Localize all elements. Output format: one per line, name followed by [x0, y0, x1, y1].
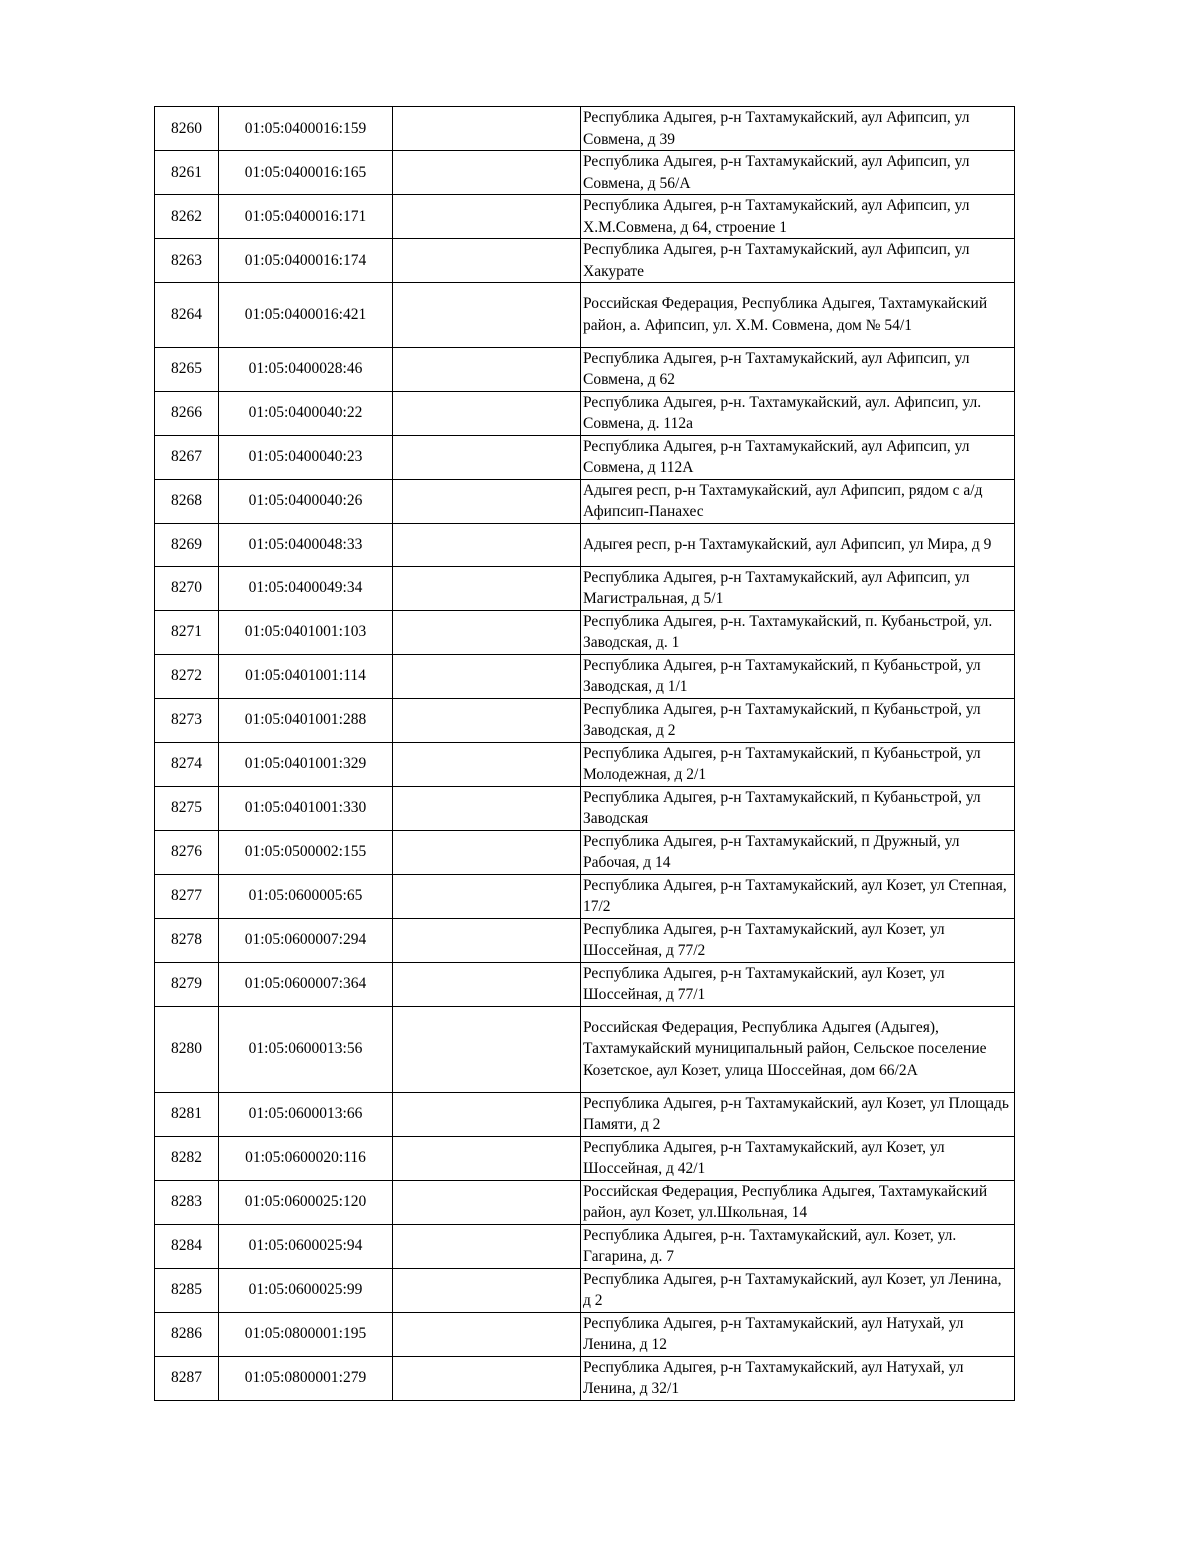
table-row — [155, 283, 1015, 348]
cadastral-number-cell: 01:05:0400016:165 — [219, 151, 393, 195]
empty-cell — [393, 523, 581, 566]
address-cell: Республика Адыгея, р-н Тахтамукайский, п Кубаньстрой, ул Молодежная, д 2/1 — [581, 742, 1015, 786]
empty-cell — [393, 1136, 581, 1180]
address-cell: Республика Адыгея, р-н Тахтамукайский, п Кубаньстрой, ул Заводская, д 1/1 — [581, 654, 1015, 698]
row-number-cell: 8267 — [155, 435, 219, 479]
row-number-cell: 8260 — [155, 107, 219, 151]
address-cell: Республика Адыгея, р-н Тахтамукайский, аул Натухай, ул Ленина, д 12 — [581, 1312, 1015, 1356]
empty-cell — [393, 654, 581, 698]
cadastral-number-cell: 01:05:0400016:174 — [219, 239, 393, 283]
cadastral-number-cell: 01:05:0400040:26 — [219, 479, 393, 523]
table-row — [155, 1136, 1015, 1180]
cadastral-number-cell: 01:05:0600025:120 — [219, 1180, 393, 1224]
cadastral-number-cell: 01:05:0400049:34 — [219, 566, 393, 610]
cadastral-number-cell: 01:05:0401001:114 — [219, 654, 393, 698]
cadastral-number-cell: 01:05:0400016:159 — [219, 107, 393, 151]
row-number-cell: 8266 — [155, 391, 219, 435]
empty-cell — [393, 874, 581, 918]
row-number-cell: 8285 — [155, 1268, 219, 1312]
cadastral-number-cell: 01:05:0400048:33 — [219, 523, 393, 566]
empty-cell — [393, 347, 581, 391]
registry-table-body — [155, 107, 1015, 1401]
property-registry-table — [154, 106, 1015, 1401]
address-cell: Республика Адыгея, р-н Тахтамукайский, аул Афипсип, ул Х.М.Совмена, д 64, строение 1 — [581, 195, 1015, 239]
address-cell: Республика Адыгея, р-н Тахтамукайский, аул Козет, ул Степная, 17/2 — [581, 874, 1015, 918]
address-cell: Адыгея респ, р-н Тахтамукайский, аул Афипсип, ул Мира, д 9 — [581, 523, 1015, 566]
row-number-cell: 8287 — [155, 1356, 219, 1400]
cadastral-number-cell: 01:05:0400040:23 — [219, 435, 393, 479]
cadastral-number-cell: 01:05:0400040:22 — [219, 391, 393, 435]
empty-cell — [393, 1356, 581, 1400]
table-row — [155, 918, 1015, 962]
address-cell: Российская Федерация, Республика Адыгея (Адыгея), Тахтамукайский муниципальный район, Сельское поселение Козетское, аул Козет, улица Шоссейная, дом 66/2А — [581, 1006, 1015, 1092]
table-row — [155, 1224, 1015, 1268]
empty-cell — [393, 239, 581, 283]
address-cell: Республика Адыгея, р-н Тахтамукайский, п Дружный, ул Рабочая, д 14 — [581, 830, 1015, 874]
empty-cell — [393, 107, 581, 151]
row-number-cell: 8276 — [155, 830, 219, 874]
table-row — [155, 786, 1015, 830]
address-cell: Республика Адыгея, р-н. Тахтамукайский, п. Кубаньстрой, ул. Заводская, д. 1 — [581, 610, 1015, 654]
cadastral-number-cell: 01:05:0500002:155 — [219, 830, 393, 874]
table-row — [155, 523, 1015, 566]
table-row — [155, 195, 1015, 239]
address-cell: Республика Адыгея, р-н. Тахтамукайский, аул. Афипсип, ул. Совмена, д. 112а — [581, 391, 1015, 435]
address-cell: Республика Адыгея, р-н Тахтамукайский, аул Афипсип, ул Совмена, д 62 — [581, 347, 1015, 391]
row-number-cell: 8277 — [155, 874, 219, 918]
empty-cell — [393, 742, 581, 786]
empty-cell — [393, 1180, 581, 1224]
table-row — [155, 742, 1015, 786]
address-cell: Российская Федерация, Республика Адыгея, Тахтамукайский район, а. Афипсип, ул. Х.М. Совмена, дом № 54/1 — [581, 283, 1015, 348]
address-cell: Республика Адыгея, р-н Тахтамукайский, аул Козет, ул Шоссейная, д 42/1 — [581, 1136, 1015, 1180]
address-cell: Республика Адыгея, р-н Тахтамукайский, аул Афипсип, ул Магистральная, д 5/1 — [581, 566, 1015, 610]
empty-cell — [393, 1092, 581, 1136]
cadastral-number-cell: 01:05:0600013:66 — [219, 1092, 393, 1136]
table-row — [155, 239, 1015, 283]
table-row — [155, 1092, 1015, 1136]
address-cell: Республика Адыгея, р-н Тахтамукайский, аул Афипсип, ул Совмена, д 56/А — [581, 151, 1015, 195]
table-row — [155, 1312, 1015, 1356]
empty-cell — [393, 391, 581, 435]
row-number-cell: 8263 — [155, 239, 219, 283]
cadastral-number-cell: 01:05:0400028:46 — [219, 347, 393, 391]
address-cell: Республика Адыгея, р-н Тахтамукайский, аул Козет, ул Ленина, д 2 — [581, 1268, 1015, 1312]
row-number-cell: 8271 — [155, 610, 219, 654]
cadastral-number-cell: 01:05:0401001:330 — [219, 786, 393, 830]
empty-cell — [393, 1312, 581, 1356]
row-number-cell: 8286 — [155, 1312, 219, 1356]
row-number-cell: 8261 — [155, 151, 219, 195]
row-number-cell: 8274 — [155, 742, 219, 786]
empty-cell — [393, 566, 581, 610]
address-cell: Республика Адыгея, р-н Тахтамукайский, аул Афипсип, ул Совмена, д 39 — [581, 107, 1015, 151]
table-row — [155, 1268, 1015, 1312]
cadastral-number-cell: 01:05:0600007:294 — [219, 918, 393, 962]
table-row — [155, 391, 1015, 435]
table-row — [155, 1180, 1015, 1224]
cadastral-number-cell: 01:05:0600013:56 — [219, 1006, 393, 1092]
address-cell: Российская Федерация, Республика Адыгея, Тахтамукайский район, аул Козет, ул.Школьная, 14 — [581, 1180, 1015, 1224]
cadastral-number-cell: 01:05:0600025:99 — [219, 1268, 393, 1312]
cadastral-number-cell: 01:05:0800001:195 — [219, 1312, 393, 1356]
address-cell: Республика Адыгея, р-н Тахтамукайский, аул Афипсип, ул Совмена, д 112А — [581, 435, 1015, 479]
address-cell: Республика Адыгея, р-н. Тахтамукайский, аул. Козет, ул. Гагарина, д. 7 — [581, 1224, 1015, 1268]
address-cell: Республика Адыгея, р-н Тахтамукайский, аул Козет, ул Площадь Памяти, д 2 — [581, 1092, 1015, 1136]
empty-cell — [393, 151, 581, 195]
cadastral-number-cell: 01:05:0401001:329 — [219, 742, 393, 786]
row-number-cell: 8275 — [155, 786, 219, 830]
row-number-cell: 8268 — [155, 479, 219, 523]
table-row — [155, 151, 1015, 195]
table-row — [155, 610, 1015, 654]
empty-cell — [393, 786, 581, 830]
cadastral-number-cell: 01:05:0401001:103 — [219, 610, 393, 654]
table-row — [155, 1006, 1015, 1092]
table-row — [155, 830, 1015, 874]
table-row — [155, 566, 1015, 610]
empty-cell — [393, 195, 581, 239]
table-row — [155, 698, 1015, 742]
empty-cell — [393, 435, 581, 479]
cadastral-number-cell: 01:05:0600025:94 — [219, 1224, 393, 1268]
address-cell: Республика Адыгея, р-н Тахтамукайский, п Кубаньстрой, ул Заводская, д 2 — [581, 698, 1015, 742]
empty-cell — [393, 479, 581, 523]
empty-cell — [393, 1268, 581, 1312]
address-cell: Республика Адыгея, р-н Тахтамукайский, аул Афипсип, ул Хакурате — [581, 239, 1015, 283]
empty-cell — [393, 698, 581, 742]
row-number-cell: 8283 — [155, 1180, 219, 1224]
row-number-cell: 8265 — [155, 347, 219, 391]
table-row — [155, 1356, 1015, 1400]
cadastral-number-cell: 01:05:0600007:364 — [219, 962, 393, 1006]
table-row — [155, 962, 1015, 1006]
empty-cell — [393, 610, 581, 654]
row-number-cell: 8264 — [155, 283, 219, 348]
empty-cell — [393, 830, 581, 874]
empty-cell — [393, 283, 581, 348]
cadastral-number-cell: 01:05:0400016:171 — [219, 195, 393, 239]
address-cell: Республика Адыгея, р-н Тахтамукайский, п Кубаньстрой, ул Заводская — [581, 786, 1015, 830]
row-number-cell: 8280 — [155, 1006, 219, 1092]
row-number-cell: 8284 — [155, 1224, 219, 1268]
table-row — [155, 347, 1015, 391]
row-number-cell: 8262 — [155, 195, 219, 239]
empty-cell — [393, 1224, 581, 1268]
empty-cell — [393, 918, 581, 962]
row-number-cell: 8273 — [155, 698, 219, 742]
cadastral-number-cell: 01:05:0600020:116 — [219, 1136, 393, 1180]
row-number-cell: 8272 — [155, 654, 219, 698]
address-cell: Республика Адыгея, р-н Тахтамукайский, аул Козет, ул Шоссейная, д 77/2 — [581, 918, 1015, 962]
cadastral-number-cell: 01:05:0401001:288 — [219, 698, 393, 742]
table-row — [155, 435, 1015, 479]
address-cell: Республика Адыгея, р-н Тахтамукайский, аул Козет, ул Шоссейная, д 77/1 — [581, 962, 1015, 1006]
row-number-cell: 8281 — [155, 1092, 219, 1136]
cadastral-number-cell: 01:05:0400016:421 — [219, 283, 393, 348]
empty-cell — [393, 962, 581, 1006]
table-row — [155, 107, 1015, 151]
empty-cell — [393, 1006, 581, 1092]
row-number-cell: 8269 — [155, 523, 219, 566]
row-number-cell: 8279 — [155, 962, 219, 1006]
row-number-cell: 8278 — [155, 918, 219, 962]
address-cell: Адыгея респ, р-н Тахтамукайский, аул Афипсип, рядом с а/д Афипсип-Панахес — [581, 479, 1015, 523]
cadastral-number-cell: 01:05:0800001:279 — [219, 1356, 393, 1400]
table-row — [155, 654, 1015, 698]
address-cell: Республика Адыгея, р-н Тахтамукайский, аул Натухай, ул Ленина, д 32/1 — [581, 1356, 1015, 1400]
table-row — [155, 874, 1015, 918]
cadastral-number-cell: 01:05:0600005:65 — [219, 874, 393, 918]
row-number-cell: 8270 — [155, 566, 219, 610]
row-number-cell: 8282 — [155, 1136, 219, 1180]
table-row — [155, 479, 1015, 523]
